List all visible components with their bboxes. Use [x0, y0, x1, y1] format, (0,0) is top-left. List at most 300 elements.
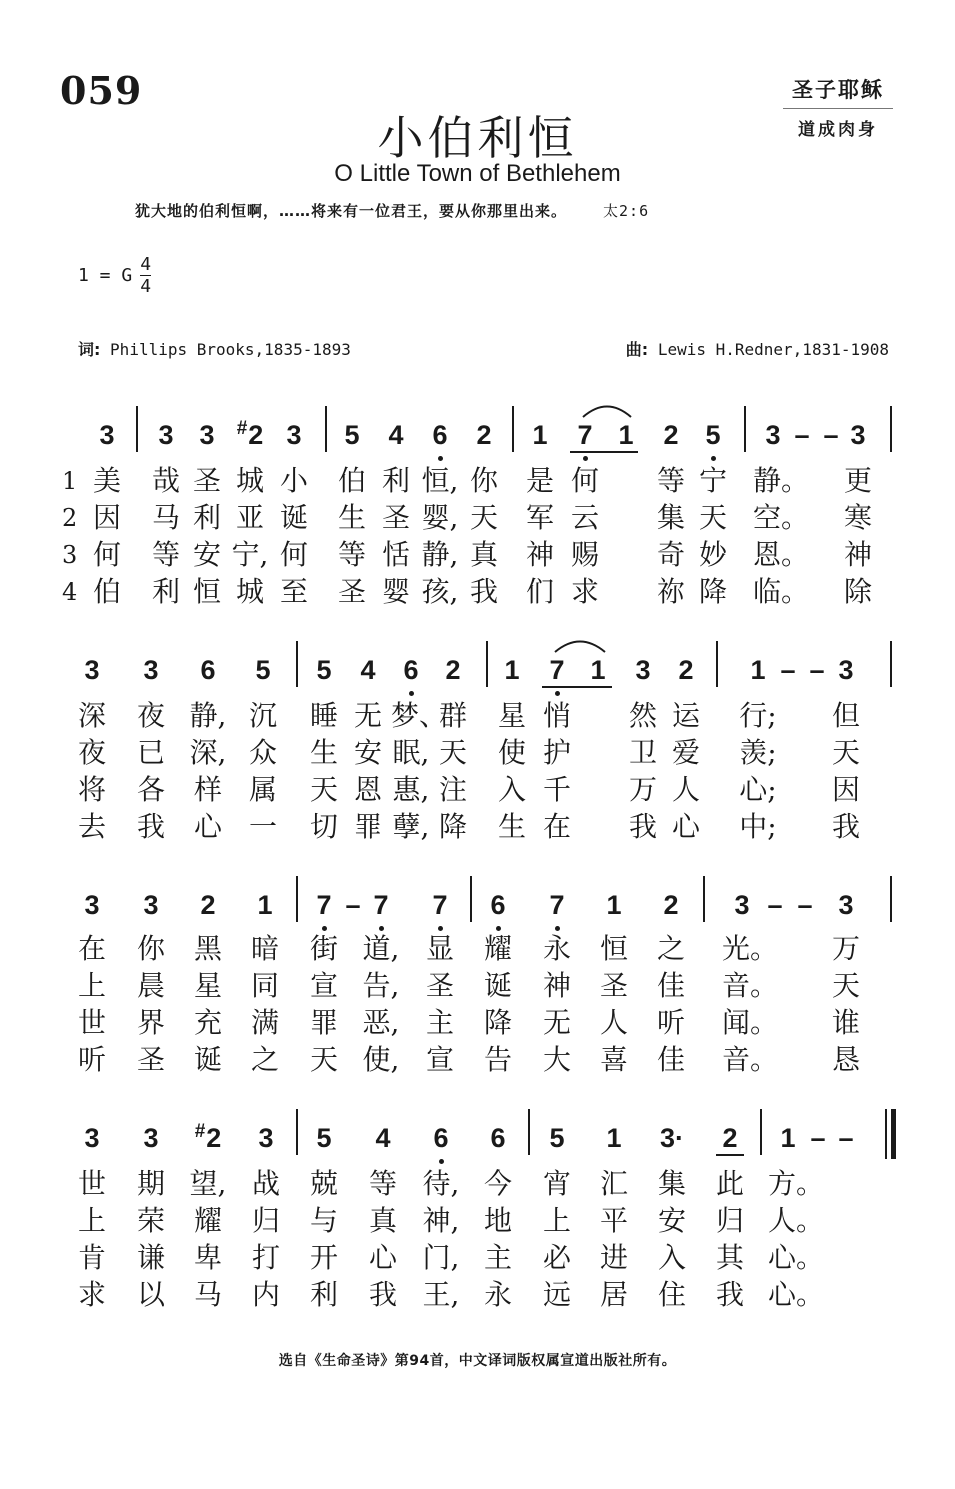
note-digit: 7 [549, 655, 565, 685]
lyric-syllable: 降 [438, 810, 467, 843]
jianpu-note [420, 420, 460, 450]
lyric-syllable: 光。 [722, 932, 779, 965]
note-digit: 5 [316, 1123, 332, 1153]
lyric-syllable: 归 [715, 1204, 744, 1237]
lyric-syllable: 在 [542, 810, 571, 843]
note-digit: – [810, 1123, 826, 1153]
lyric-syllable: 悄 [542, 699, 571, 732]
slur-tie [554, 637, 606, 653]
lyric-syllable: 诞 [193, 1043, 222, 1076]
note-digit: – [809, 655, 825, 685]
lyric-syllable: 必 [542, 1241, 571, 1274]
lyric-syllable: 其 [715, 1241, 744, 1274]
lyric-syllable: 伯 [337, 464, 366, 497]
jianpu-note [243, 655, 283, 685]
lyric-syllable: 中; [739, 810, 777, 843]
jianpu-note [537, 890, 577, 920]
lyric-syllable: 人 [599, 1006, 628, 1039]
lyric-syllable: 安 [353, 736, 382, 769]
lyric-syllable: 伯 [92, 575, 121, 608]
lyric-syllable: 云 [570, 501, 599, 534]
lyric-syllable: 诞 [279, 501, 308, 534]
lyric-syllable: 待, [422, 1167, 460, 1200]
lyric-syllable: 运 [671, 699, 700, 732]
lyric-syllable: 因 [92, 501, 121, 534]
lyric-syllable: 夜 [77, 736, 106, 769]
lyric-syllable: 心; [739, 773, 777, 806]
lyric-syllable: 使, [362, 1043, 400, 1076]
jianpu-note [464, 420, 504, 450]
lyric-syllable: 一 [248, 810, 277, 843]
sharp-sign: # [194, 1121, 206, 1142]
note-digit: 3 [635, 655, 651, 685]
lyric-syllable: 亚 [235, 501, 264, 534]
lyric-syllable: 生 [309, 736, 338, 769]
jianpu-note [478, 890, 518, 920]
lyric-syllable: 入 [497, 773, 526, 806]
lyric-syllable: 真 [368, 1204, 397, 1237]
jianpu-note [606, 420, 646, 450]
lyric-syllable: 听 [656, 1006, 685, 1039]
lyric-syllable: 我 [628, 810, 657, 843]
lyric-syllable: 恒, [421, 464, 459, 497]
lyric-syllable: 世 [77, 1167, 106, 1200]
lyric-syllable: 婴 [381, 575, 410, 608]
octave-dot-below [583, 456, 588, 461]
scripture-reference: 太2:6 [603, 202, 650, 220]
lyric-syllable: 此 [715, 1167, 744, 1200]
hymn-number: 059 [60, 68, 143, 113]
lyric-syllable: 天 [469, 501, 498, 534]
lyric-syllable: 谦 [136, 1241, 165, 1274]
octave-dot-below [496, 926, 501, 931]
note-digit: 2 [445, 655, 461, 685]
lyric-syllable: 黑 [193, 932, 222, 965]
jianpu-note [131, 655, 171, 685]
lyric-syllable: 奇 [656, 538, 685, 571]
note-digit: 5 [705, 420, 721, 450]
lyric-syllable: 街 [309, 932, 338, 965]
jianpu-note [478, 1123, 518, 1153]
lyric-syllable: 除 [843, 575, 872, 608]
lyric-syllable: 天 [831, 736, 860, 769]
note-digit: 2 [663, 420, 679, 450]
lyric-syllable: 天 [698, 501, 727, 534]
jianpu-note [361, 890, 401, 920]
lyric-syllable: 罪 [353, 810, 382, 843]
lyric-syllable: 降 [698, 575, 727, 608]
lyric-syllable: 眠, [392, 736, 430, 769]
beam-underline [716, 1154, 744, 1156]
note-digit: 3 [143, 890, 159, 920]
note-digit: 5 [344, 420, 360, 450]
lyric-syllable: 城 [235, 464, 264, 497]
lyricist-name: Phillips Brooks,1835-1893 [110, 340, 351, 359]
note-digit: 7 [316, 890, 332, 920]
jianpu-note [188, 1123, 228, 1157]
note-digit: 6 [403, 655, 419, 685]
jianpu-note [304, 655, 344, 685]
lyric-syllable: 静, [421, 538, 459, 571]
lyric-syllable: 界 [136, 1006, 165, 1039]
note-digit: 7 [549, 890, 565, 920]
note-digit: 1 [257, 890, 273, 920]
verse-number: 4 [62, 578, 78, 606]
lyric-syllable: 羡; [739, 736, 777, 769]
lyric-syllable: 喜 [599, 1043, 628, 1076]
lyric-syllable: 人 [671, 773, 700, 806]
lyric-syllable: 告 [483, 1043, 512, 1076]
note-digit: 2 [200, 890, 216, 920]
lyric-syllable: 永 [483, 1278, 512, 1311]
note-digit: 3 [258, 1123, 274, 1153]
lyricist-credit [78, 337, 351, 360]
category-main: 圣子耶稣 [783, 74, 893, 109]
lyric-syllable: 我 [368, 1278, 397, 1311]
jianpu-note [433, 655, 473, 685]
lyric-syllable: 内 [251, 1278, 280, 1311]
jianpu-note [230, 420, 270, 454]
lyric-syllable: 宵 [542, 1167, 571, 1200]
note-digit: 3· [659, 1123, 684, 1153]
bar-line [136, 406, 138, 452]
scripture-text: 犹大地的伯利恒啊，……将来有一位君王，要从你那里出来。 [135, 202, 568, 220]
lyric-syllable: 主 [425, 1006, 454, 1039]
bar-line [744, 406, 746, 452]
lyric-syllable: 万 [831, 932, 860, 965]
jianpu-note [623, 655, 663, 685]
octave-dot-below [322, 926, 327, 931]
verse-number: 3 [62, 541, 78, 569]
note-digit: 1 [750, 655, 766, 685]
lyric-syllable: 真 [469, 538, 498, 571]
lyric-syllable: 心 [368, 1241, 397, 1274]
lyric-syllable: 晨 [136, 969, 165, 1002]
lyric-syllable: 赐 [570, 538, 599, 571]
lyric-syllable: 在 [77, 932, 106, 965]
lyric-syllable: 已 [136, 736, 165, 769]
note-digit: 6 [432, 420, 448, 450]
lyric-syllable: 因 [831, 773, 860, 806]
lyric-syllable: 圣 [381, 501, 410, 534]
jianpu-note [826, 1123, 866, 1153]
lyric-syllable: 等 [656, 464, 685, 497]
lyric-syllable: 你 [469, 464, 498, 497]
lyric-syllable: 今 [483, 1167, 512, 1200]
lyric-syllable: 暗 [250, 932, 279, 965]
lyric-syllable: 天 [309, 1043, 338, 1076]
jianpu-note [520, 420, 560, 450]
lyric-syllable: 爱 [671, 736, 700, 769]
key-signature [78, 254, 151, 297]
note-digit: 6 [433, 1123, 449, 1153]
lyric-syllable: 何 [92, 538, 121, 571]
lyric-syllable: 方。 [768, 1167, 825, 1200]
lyric-syllable: 天 [438, 736, 467, 769]
jianpu-note [188, 890, 228, 920]
lyric-syllable: 心。 [768, 1278, 825, 1311]
lyric-syllable: 恳 [831, 1043, 860, 1076]
note-digit: 3 [84, 890, 100, 920]
lyric-syllable: 何 [279, 538, 308, 571]
lyric-syllable: 祢 [656, 575, 685, 608]
lyric-syllable: 寒 [843, 501, 872, 534]
note-digit: 4 [360, 655, 376, 685]
lyric-syllable: 众 [248, 736, 277, 769]
lyric-syllable: 以 [136, 1278, 165, 1311]
lyric-syllable: 静。 [753, 464, 810, 497]
sharp-sign: # [236, 418, 248, 439]
bar-line [296, 876, 298, 922]
lyric-syllable: 居 [599, 1278, 628, 1311]
note-digit: 6 [490, 1123, 506, 1153]
lyric-syllable: 恬 [381, 538, 410, 571]
note-digit: – [780, 655, 796, 685]
lyric-syllable: 卑 [193, 1241, 222, 1274]
lyric-syllable: 们 [525, 575, 554, 608]
lyric-syllable: 千 [542, 773, 571, 806]
lyric-syllable: 利 [151, 575, 180, 608]
lyric-syllable: 军 [525, 501, 554, 534]
lyric-syllable: 梦、 [391, 699, 448, 732]
lyric-syllable: 利 [309, 1278, 338, 1311]
note-digit: – [345, 890, 361, 920]
lyric-syllable: 沉 [248, 699, 277, 732]
note-digit: 5 [549, 1123, 565, 1153]
note-digit: 6 [200, 655, 216, 685]
note-digit: 1 [504, 655, 520, 685]
lyric-syllable: 婴, [421, 501, 459, 534]
lyric-syllable: 更 [843, 464, 872, 497]
jianpu-note [838, 420, 878, 450]
lyric-syllable: 求 [77, 1278, 106, 1311]
note-digit: 2 [206, 1123, 222, 1153]
bar-line [296, 1109, 298, 1155]
lyric-syllable: 集 [656, 501, 685, 534]
note-digit: 6 [490, 890, 506, 920]
lyric-syllable: 孩, [421, 575, 459, 608]
lyric-syllable: 同 [250, 969, 279, 1002]
lyric-syllable: 宣 [425, 1043, 454, 1076]
note-digit: 1 [780, 1123, 796, 1153]
note-digit: 2 [476, 420, 492, 450]
jianpu-note [72, 1123, 112, 1153]
lyric-syllable: 耀 [483, 932, 512, 965]
note-digit: 1 [590, 655, 606, 685]
note-digit: 3 [734, 890, 750, 920]
bar-line [703, 876, 705, 922]
jianpu-note [666, 655, 706, 685]
note-digit: 7 [577, 420, 593, 450]
lyric-syllable: 我 [469, 575, 498, 608]
lyric-syllable: 显 [425, 932, 454, 965]
lyricist-label: 词: [78, 340, 101, 359]
lyric-syllable: 谁 [831, 1006, 860, 1039]
lyric-syllable: 星 [497, 699, 526, 732]
jianpu-note [578, 655, 618, 685]
lyric-syllable: 罪 [309, 1006, 338, 1039]
jianpu-note [72, 655, 112, 685]
lyric-syllable: 注 [438, 773, 467, 806]
verse-number: 2 [62, 504, 78, 532]
bar-line [470, 876, 472, 922]
lyric-syllable: 地 [483, 1204, 512, 1237]
category-sub: 道成肉身 [798, 120, 878, 140]
lyric-syllable: 去 [77, 810, 106, 843]
lyric-syllable: 我 [831, 810, 860, 843]
lyric-syllable: 上 [77, 1204, 106, 1237]
lyric-syllable: 切 [309, 810, 338, 843]
note-digit: 3 [143, 655, 159, 685]
lyric-syllable: 惠, [392, 773, 430, 806]
octave-dot-below [555, 926, 560, 931]
jianpu-note [391, 655, 431, 685]
note-digit: 7 [432, 890, 448, 920]
lyric-syllable: 样 [193, 773, 222, 806]
lyric-syllable: 等 [151, 538, 180, 571]
lyric-syllable: 大 [542, 1043, 571, 1076]
jianpu-note [594, 890, 634, 920]
lyric-syllable: 静, [189, 699, 227, 732]
composer-name: Lewis H.Redner,1831-1908 [657, 340, 889, 359]
time-signature [140, 254, 151, 297]
time-top: 4 [140, 254, 152, 275]
lyric-syllable: 等 [337, 538, 366, 571]
octave-dot-below [438, 456, 443, 461]
lyric-syllable: 恶, [362, 1006, 400, 1039]
lyric-syllable: 马 [193, 1278, 222, 1311]
lyric-syllable: 闻。 [722, 1006, 779, 1039]
jianpu-note [421, 1123, 461, 1153]
lyric-syllable: 人。 [768, 1204, 825, 1237]
jianpu-note [826, 890, 866, 920]
lyric-syllable: 恩。 [753, 538, 810, 571]
note-digit: 3 [850, 420, 866, 450]
lyric-syllable: 万 [628, 773, 657, 806]
note-digit: 1 [618, 420, 634, 450]
jianpu-note [693, 420, 733, 450]
lyric-syllable: 远 [542, 1278, 571, 1311]
note-digit: – [767, 890, 783, 920]
bar-line [296, 641, 298, 687]
lyric-syllable: 宁, [231, 538, 269, 571]
bar-line [890, 406, 892, 452]
lyric-syllable: 安 [192, 538, 221, 571]
jianpu-note [651, 420, 691, 450]
octave-dot-below [711, 456, 716, 461]
lyric-syllable: 兢 [309, 1167, 338, 1200]
note-digit: 3 [838, 655, 854, 685]
octave-dot-below [438, 926, 443, 931]
bar-line [890, 641, 892, 687]
note-digit: 3 [286, 420, 302, 450]
lyric-syllable: 住 [657, 1278, 686, 1311]
lyric-syllable: 群 [438, 699, 467, 732]
lyric-syllable: 王, [422, 1278, 460, 1311]
jianpu-note [594, 1123, 634, 1153]
lyric-syllable: 利 [381, 464, 410, 497]
lyric-syllable: 你 [136, 932, 165, 965]
jianpu-note [246, 1123, 286, 1153]
jianpu-note [710, 1123, 750, 1153]
lyric-syllable: 将 [77, 773, 106, 806]
lyric-syllable: 心。 [768, 1241, 825, 1274]
lyric-syllable: 期 [136, 1167, 165, 1200]
lyric-syllable: 生 [497, 810, 526, 843]
bar-line [528, 1109, 530, 1155]
lyric-syllable: 哉 [151, 464, 180, 497]
lyric-syllable: 星 [193, 969, 222, 1002]
lyric-syllable: 求 [570, 575, 599, 608]
jianpu-note [537, 655, 577, 685]
jianpu-note [492, 655, 532, 685]
lyric-syllable: 进 [599, 1241, 628, 1274]
lyric-syllable: 永 [542, 932, 571, 965]
note-digit: – [838, 1123, 854, 1153]
lyric-syllable: 安 [657, 1204, 686, 1237]
lyric-syllable: 美 [92, 464, 121, 497]
lyric-syllable: 马 [151, 501, 180, 534]
lyric-syllable: 主 [483, 1241, 512, 1274]
bar-line [512, 406, 514, 452]
final-bar-line [885, 1109, 896, 1159]
lyric-syllable: 世 [77, 1006, 106, 1039]
lyric-syllable: 汇 [599, 1167, 628, 1200]
jianpu-note [188, 655, 228, 685]
lyric-syllable: 耀 [193, 1204, 222, 1237]
lyric-syllable: 神 [542, 969, 571, 1002]
octave-dot-below [379, 926, 384, 931]
lyric-syllable: 战 [251, 1167, 280, 1200]
lyric-syllable: 归 [251, 1204, 280, 1237]
jianpu-note [304, 1123, 344, 1153]
lyric-syllable: 睡 [309, 699, 338, 732]
lyric-syllable: 满 [250, 1006, 279, 1039]
lyric-syllable: 何 [570, 464, 599, 497]
jianpu-note [187, 420, 227, 450]
lyric-syllable: 等 [368, 1167, 397, 1200]
bar-line [890, 876, 892, 922]
note-digit: 3 [199, 420, 215, 450]
note-digit: 3 [765, 420, 781, 450]
note-digit: 3 [99, 420, 115, 450]
lyric-syllable: 上 [542, 1204, 571, 1237]
lyric-syllable: 门, [422, 1241, 460, 1274]
lyric-syllable: 空。 [753, 501, 810, 534]
jianpu-note [537, 1123, 577, 1153]
lyric-syllable: 之 [250, 1043, 279, 1076]
jianpu-note [420, 890, 460, 920]
note-digit: 3 [158, 420, 174, 450]
lyric-syllable: 圣 [136, 1043, 165, 1076]
lyric-syllable: 利 [192, 501, 221, 534]
lyric-syllable: 打 [251, 1241, 280, 1274]
lyric-syllable: 圣 [599, 969, 628, 1002]
lyric-syllable: 各 [136, 773, 165, 806]
lyric-syllable: 佳 [656, 969, 685, 1002]
time-bottom: 4 [140, 276, 152, 297]
lyric-syllable: 神 [843, 538, 872, 571]
lyric-syllable: 生 [337, 501, 366, 534]
lyric-syllable: 但 [831, 699, 860, 732]
bar-line [325, 406, 327, 452]
lyric-syllable: 圣 [425, 969, 454, 1002]
jianpu-note [348, 655, 388, 685]
note-digit: 3 [84, 655, 100, 685]
jianpu-note [146, 420, 186, 450]
lyric-syllable: 入 [657, 1241, 686, 1274]
lyric-syllable: 无 [353, 699, 382, 732]
